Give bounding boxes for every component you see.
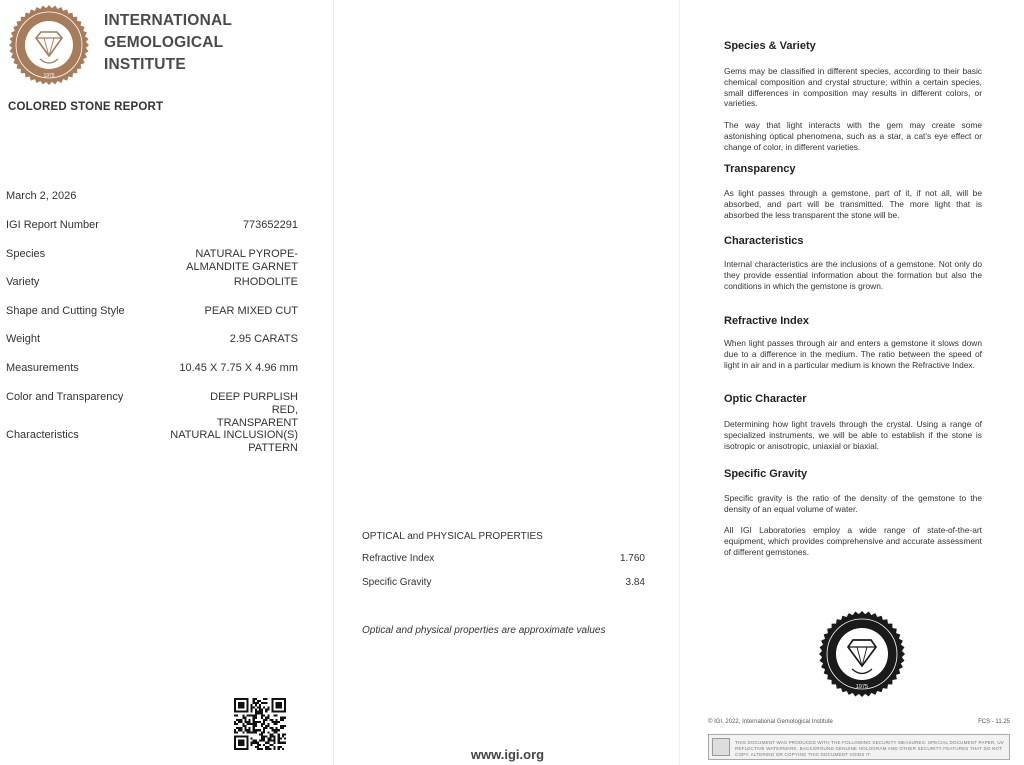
field-label: Species (6, 248, 46, 260)
field-label: Shape and Cutting Style (6, 305, 125, 317)
species-heading: Species & Variety (724, 40, 816, 52)
report-panel (0, 0, 333, 765)
field-label: Variety (6, 276, 40, 288)
property-value: 1.760 (619, 553, 645, 564)
security-text: THIS DOCUMENT WAS PRODUCED WITH THE FOLLOWING SECURITY MEASURES: SPECIAL DOCUMENT PAPER, UV REFLECTIVE WATERMARK, BACKGROUND GENUINE HOLOGRAM AND OTHER SECURITY FEATURES THAT DO NOT COPY. ALTERING OR COPYING THIS DOCUMENT VOIDS IT. (735, 740, 1004, 757)
form-code: FCS - 11.25 (978, 719, 1010, 725)
field-value: RHODOLITE (233, 276, 298, 288)
property-row-refractive-index (362, 553, 645, 564)
org-name-line: GEMOLOGICAL (104, 34, 224, 51)
field-value: 2.95 CARATS (229, 333, 298, 345)
property-label: Refractive Index (362, 553, 435, 564)
org-name-line: INSTITUTE (104, 56, 186, 73)
field-label: Weight (6, 333, 41, 345)
species-paragraph: Gems may be classified in different species, according to their basic chemical composition and crystal structure; within a certain species, small differences in composition may results in different colors, or varieties. (724, 66, 982, 109)
specific-gravity-heading: Specific Gravity (724, 468, 808, 480)
field-value: 10.45 X 7.75 X 4.96 mm (179, 362, 298, 374)
laboratories-paragraph: All IGI Laboratories employ a wide range of state-of-the-art equipment, which provides comprehensive and accurate assessment of different gemstones. (724, 525, 982, 557)
copyright-text: © IGI, 2022, International Gemological Institute (708, 719, 833, 725)
properties-panel (333, 0, 680, 765)
optical-properties-title: OPTICAL and PHYSICAL PROPERTIES (362, 531, 543, 542)
qr-code[interactable] (234, 698, 286, 750)
website-link[interactable]: www.igi.org (470, 747, 545, 762)
lock-icon (712, 738, 730, 756)
transparency-paragraph: As light passes through a gemstone, part of it, if not all, will be absorbed, and part will be transmitted. The more light that is absorbed the less transparent the stone will be. (724, 188, 982, 220)
field-value: PEAR MIXED CUT (204, 305, 298, 317)
org-name (104, 10, 232, 76)
field-label: IGI Report Number (6, 219, 99, 231)
field-value: 773652291 (242, 219, 298, 231)
field-value: NATURAL INCLUSION(S) PATTERN (170, 429, 298, 454)
seal-year: 1975 (43, 73, 55, 79)
field-value: DEEP PURPLISH RED, TRANSPARENT (210, 391, 298, 429)
report-date: March 2, 2026 (6, 190, 77, 202)
specific-gravity-paragraph: Specific gravity is the ratio of the density of the gemstone to the density of an equal volume of water. (724, 493, 982, 514)
property-label: Specific Gravity (362, 577, 432, 588)
igi-seal-logo (8, 4, 90, 86)
org-name-line: INTERNATIONAL (104, 12, 233, 29)
refractive-index-paragraph: When light passes through air and enters a gemstone it slows down due to a difference in the medium. The ratio between the speed of light in air and in a particular medium is known the Refractive Index. (724, 338, 982, 370)
seal-year: 1975 (855, 684, 869, 690)
igi-seal-stamp (818, 610, 906, 698)
property-value: 3.84 (625, 577, 645, 588)
field-label: Measurements (6, 362, 79, 374)
field-value: NATURAL PYROPE-ALMANDITE GARNET (186, 248, 298, 273)
field-label: Characteristics (6, 429, 79, 441)
security-notice (708, 734, 1010, 760)
properties-note: Optical and physical properties are approximate values (362, 625, 606, 636)
info-panel (680, 0, 1024, 765)
transparency-heading: Transparency (724, 163, 796, 175)
characteristics-paragraph: Internal characteristics are the inclusions of a gemstone. Not only do they provide essential information about the formation but also the conditions in which the gemstone is grown. (724, 259, 982, 291)
species-paragraph-2: The way that light interacts with the gem may create some astonishing optical phenomena, such as a star, a cat’s eye effect or change of color, in different varieties. (724, 120, 982, 152)
refractive-index-heading: Refractive Index (724, 315, 809, 327)
optic-character-paragraph: Determining how light travels through the crystal. Using a range of specialized instruments, we will be able to establish if the stone is isotropic or anisotropic, uniaxial or biaxial. (724, 419, 982, 451)
characteristics-heading: Characteristics (724, 235, 804, 247)
optic-character-heading: Optic Character (724, 393, 807, 405)
field-label: Color and Transparency (6, 391, 124, 403)
report-title: COLORED STONE REPORT (8, 101, 164, 113)
property-row-specific-gravity (362, 577, 645, 588)
